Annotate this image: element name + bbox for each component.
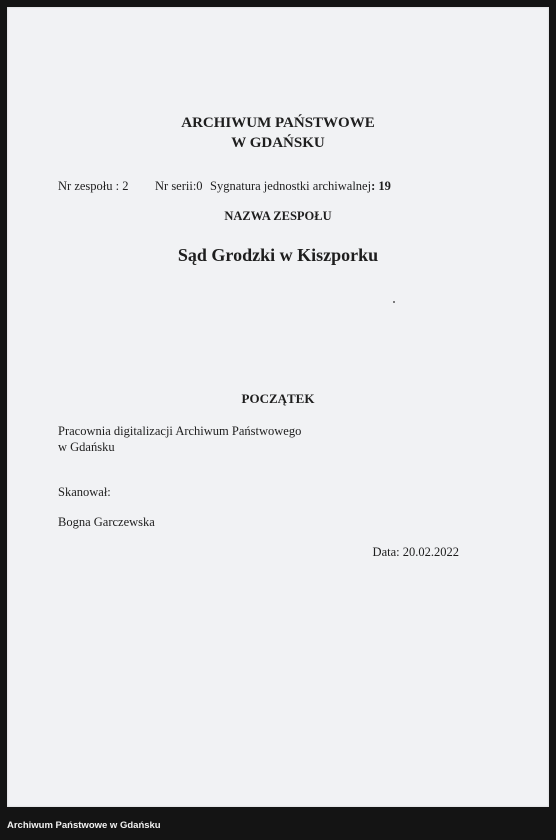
fonds-name: Sąd Grodzki w Kiszporku <box>177 245 379 265</box>
fonds-name-label: NAZWA ZESPOŁU <box>224 209 332 223</box>
scanned-by-label: Skanował: <box>58 485 111 499</box>
scan-date: Data: 20.02.2022 <box>372 545 459 559</box>
signature-label: Sygnatura jednostki archiwalnej <box>210 179 372 193</box>
footer-archive-label: Archiwum Państwowe w Gdańsku <box>7 820 161 831</box>
signature-value: : 19 <box>371 179 391 193</box>
fonds-number: Nr zespołu : 2 <box>58 179 129 193</box>
digitization-lab-line2: w Gdańsku <box>58 440 115 454</box>
section-heading-start: POCZĄTEK <box>241 391 315 406</box>
archive-name-line2: W GDAŃSKU <box>231 135 325 151</box>
signature-reference <box>210 178 391 194</box>
archive-name-line1: ARCHIWUM PAŃSTWOWE <box>181 115 375 131</box>
scanned-by-name: Bogna Garczewska <box>58 515 155 529</box>
series-number: Nr serii:0 <box>155 179 203 193</box>
scan-speck <box>393 301 395 303</box>
digitization-lab-line1: Pracownia digitalizacji Archiwum Państwowego <box>58 424 302 438</box>
document-page <box>7 7 549 807</box>
